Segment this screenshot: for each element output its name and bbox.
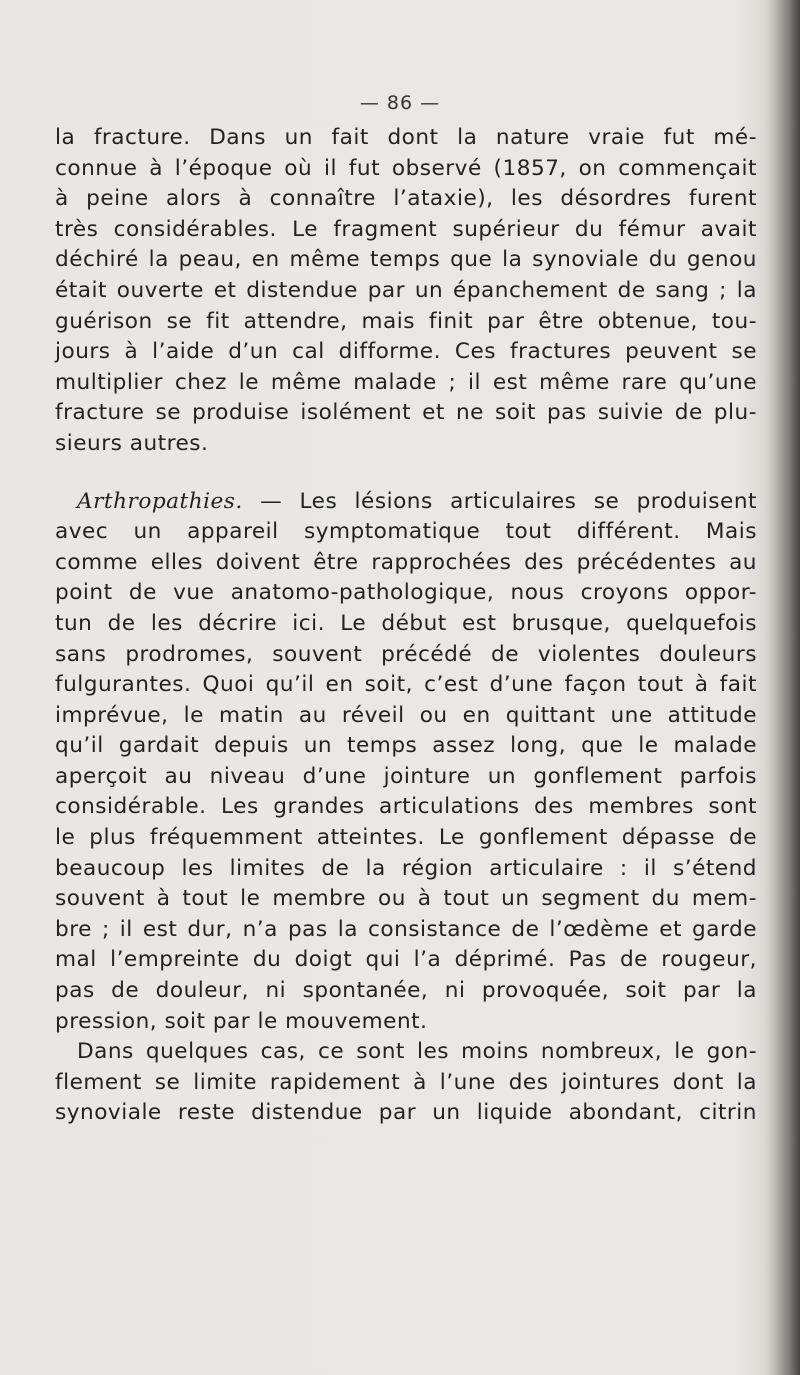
text-line: très considérables. Le fragment supérieur du fémur avait (55, 216, 757, 242)
section-heading: Arthropathies. (77, 488, 243, 514)
text-line: pression, soit par le mouvement. (55, 1008, 428, 1034)
text-line: le plus fréquemment atteintes. Le gonflement dépasse de (55, 825, 757, 851)
page-edge-shadow (762, 0, 800, 1375)
text-line: point de vue anatomo-pathologique, nous croyons oppor- (55, 580, 757, 606)
text-line: beaucoup les limites de la région articulaire : il s’étend (55, 855, 757, 881)
text-line: sieurs autres. (55, 430, 209, 456)
text-line: jours à l’aide d’un cal difforme. Ces fractures peuvent se (55, 339, 757, 365)
text-line: flement se limite rapidement à l’une des jointures dont la (55, 1069, 757, 1095)
text-line: fracture se produise isolément et ne soit pas suivie de plu- (55, 400, 757, 426)
text-line: guérison se fit attendre, mais finit par être obtenue, tou- (55, 308, 757, 334)
section-first-line (55, 487, 757, 518)
body-text (55, 123, 757, 1129)
text-line: connue à l’époque où il fut observé (1857, on commençait (55, 155, 757, 181)
text-line: souvent à tout le membre ou à tout un segment du mem- (55, 886, 757, 912)
text-line: considérable. Les grandes articulations des membres sont (55, 794, 757, 820)
text-line: multiplier chez le même malade ; il est même rare qu’une (55, 369, 757, 395)
text-line: fulgurantes. Quoi qu’il en soit, c’est d’une façon tout à fait (55, 672, 757, 698)
text-line: bre ; il est dur, n’a pas la consistance de l’œdème et garde (55, 916, 757, 942)
text-line: comme elles doivent être rapprochées des précédentes au (55, 549, 757, 575)
text-line: Dans quelques cas, ce sont les moins nombreux, le gon- (77, 1039, 757, 1065)
text-line: déchiré la peau, en même temps que la synoviale du genou (55, 247, 757, 273)
text-line: synoviale reste distendue par un liquide abondant, citrin (55, 1100, 757, 1126)
text-line: imprévue, le matin au réveil ou en quittant une attitude (55, 702, 757, 728)
page-number: — 86 — (359, 92, 441, 114)
paragraph-gap (55, 460, 757, 487)
text-line: qu’il gardait depuis un temps assez long, que le malade (55, 733, 757, 759)
text-line: pas de douleur, ni spontanée, ni provoquée, soit par la (55, 978, 757, 1004)
text-line: à peine alors à connaître l’ataxie), les désordres furent (55, 186, 757, 212)
text-line: tun de les décrire ici. Le début est brusque, quelquefois (55, 610, 757, 636)
text-line: sans prodromes, souvent précédé de violentes douleurs (55, 641, 757, 667)
text-line: la fracture. Dans un fait dont la nature vraie fut mé- (55, 125, 757, 150)
text-line: aperçoit au niveau d’une jointure un gonflement parfois (55, 763, 757, 789)
text-line: était ouverte et distendue par un épanchement de sang ; la (55, 277, 757, 303)
text-line: avec un appareil symptomatique tout différent. Mais (55, 519, 757, 545)
section-first-line-text: — Les lésions articulaires se produisent (242, 488, 757, 514)
text-line: mal l’empreinte du doigt qui l’a déprimé. Pas de rougeur, (55, 947, 757, 973)
